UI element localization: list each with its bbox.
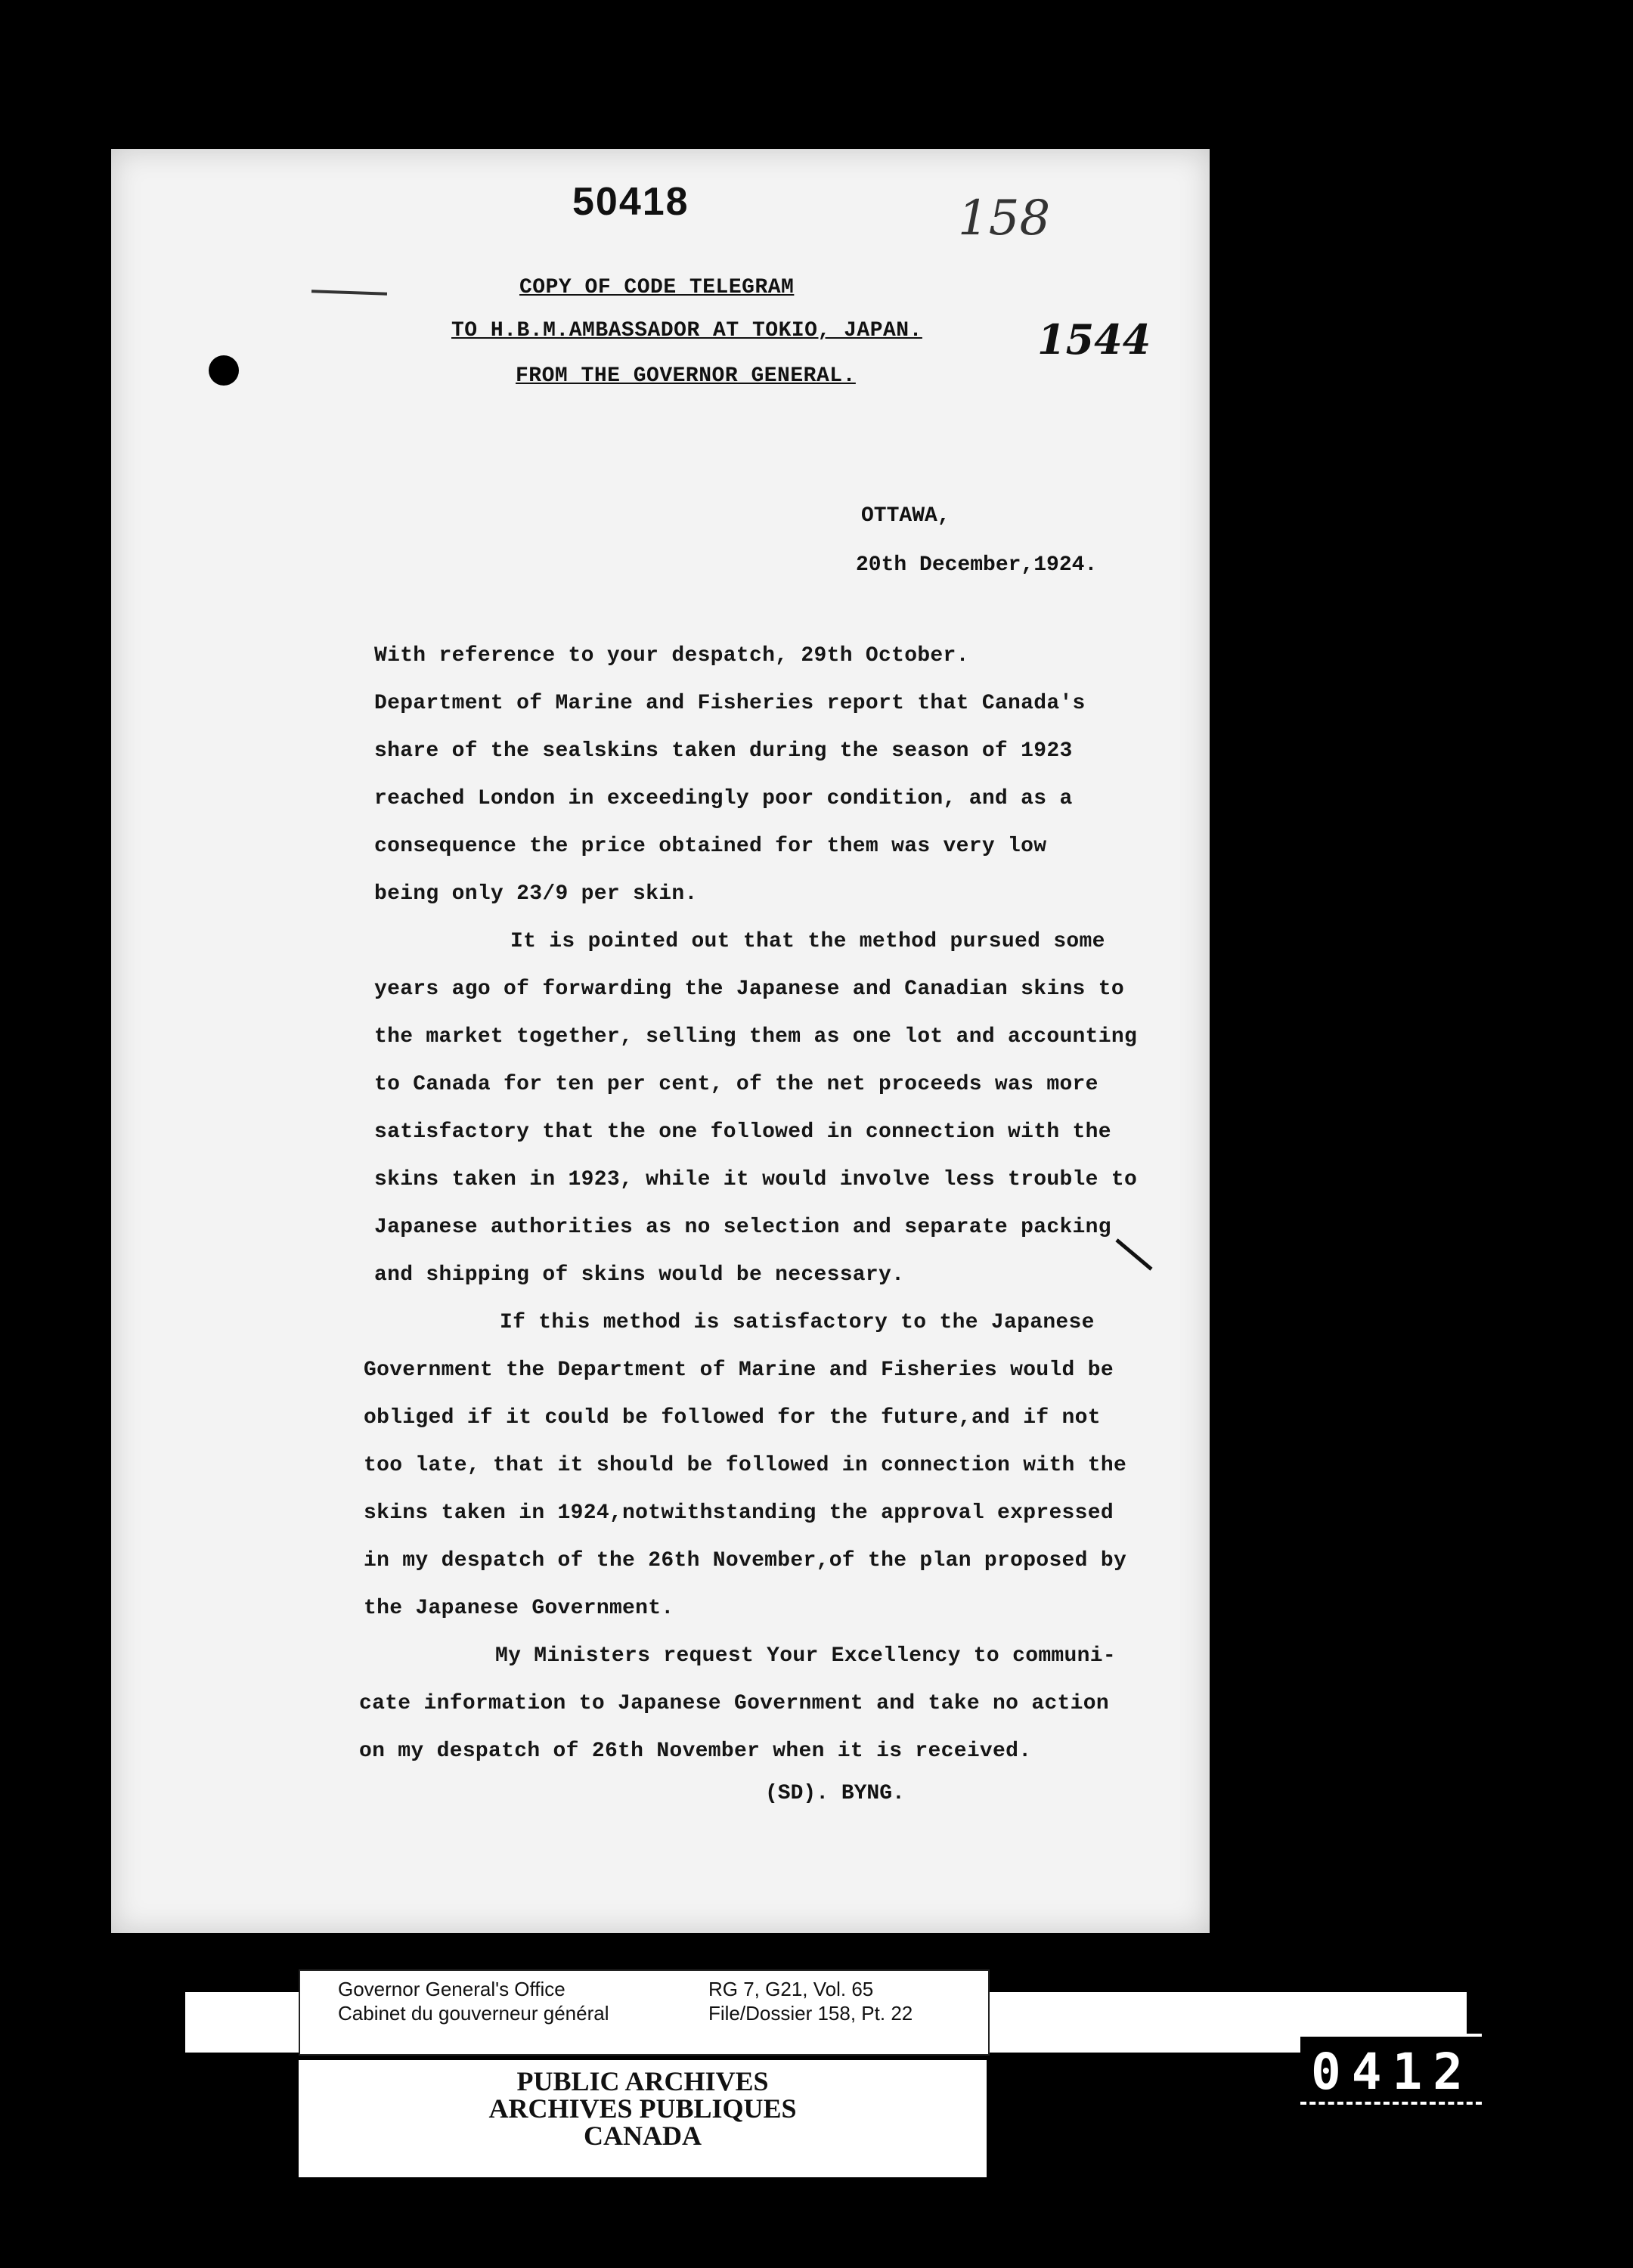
header-line-2: TO H.B.M.AMBASSADOR AT TOKIO, JAPAN. <box>451 319 922 342</box>
body-line: Government the Department of Marine and Fisheries would be <box>364 1359 1114 1382</box>
document-number: 1544 <box>1037 315 1151 364</box>
body-line: satisfactory that the one followed in connection with the <box>374 1120 1111 1144</box>
pen-mark <box>311 290 387 295</box>
body-line: to Canada for ten per cent, of the net proceeds was more <box>374 1073 1098 1096</box>
archives-line-2: ARCHIVES PUBLIQUES <box>488 2093 797 2124</box>
handwritten-number: 158 <box>958 191 1051 246</box>
header-line-3: FROM THE GOVERNOR GENERAL. <box>516 364 856 388</box>
body-line: and shipping of skins would be necessary. <box>374 1263 905 1287</box>
punch-hole <box>209 355 239 386</box>
body-line: If this method is satisfactory to the Japanese <box>500 1311 1095 1334</box>
stamp-number: 50418 <box>572 180 689 224</box>
body-line: the Japanese Government. <box>364 1597 674 1620</box>
document-page <box>111 149 1210 1933</box>
body-line: Department of Marine and Fisheries report that Canada's <box>374 692 1086 715</box>
file-reference: File/Dossier 158, Pt. 22 <box>708 2002 913 2025</box>
office-fr: Cabinet du gouverneur général <box>338 2002 609 2025</box>
body-line: on my despatch of 26th November when it is received. <box>359 1740 1032 1763</box>
body-line: It is pointed out that the method pursued some <box>510 930 1105 953</box>
body-line: share of the sealskins taken during the season of 1923 <box>374 739 1073 763</box>
body-line: cate information to Japanese Government and take no action <box>359 1692 1109 1715</box>
archive-label <box>299 1969 990 2056</box>
body-line: Japanese authorities as no selection and separate packing <box>374 1216 1111 1239</box>
body-line: My Ministers request Your Excellency to communi- <box>495 1644 1116 1668</box>
body-line: reached London in exceedingly poor condition, and as a <box>374 787 1073 810</box>
body-line: skins taken in 1924,notwithstanding the approval expressed <box>364 1501 1114 1525</box>
body-line: in my despatch of the 26th November,of the plan proposed by <box>364 1549 1127 1572</box>
body-line: consequence the price obtained for them was very low <box>374 835 1047 858</box>
frame-number: 0412 <box>1311 2043 1473 2101</box>
pen-mark <box>1115 1238 1152 1270</box>
body-line: years ago of forwarding the Japanese and Canadian skins to <box>374 978 1124 1001</box>
body-line: skins taken in 1923, while it would involve less trouble to <box>374 1168 1138 1191</box>
archives-base <box>299 2174 987 2177</box>
body-line: too late, that it should be followed in connection with the <box>364 1454 1127 1477</box>
date-line: 20th December,1924. <box>856 553 1098 577</box>
reference: RG 7, G21, Vol. 65 <box>708 1978 874 2000</box>
body-line: being only 23/9 per skin. <box>374 882 698 906</box>
archives-line-1: PUBLIC ARCHIVES <box>516 2066 769 2096</box>
body-line: With reference to your despatch, 29th October. <box>374 644 969 668</box>
body-line: the market together, selling them as one lot and accounting <box>374 1025 1138 1049</box>
archives-line-3: CANADA <box>584 2121 702 2151</box>
frame-number-box <box>1300 2034 1482 2105</box>
archives-stamp <box>299 2060 987 2174</box>
body-line: obliged if it could be followed for the future,and if not <box>364 1406 1101 1430</box>
header-line-1: COPY OF CODE TELEGRAM <box>519 276 795 299</box>
place-line: OTTAWA, <box>861 504 950 528</box>
signature: (SD). BYNG. <box>765 1782 905 1805</box>
office-en: Governor General's Office <box>338 1978 566 2000</box>
